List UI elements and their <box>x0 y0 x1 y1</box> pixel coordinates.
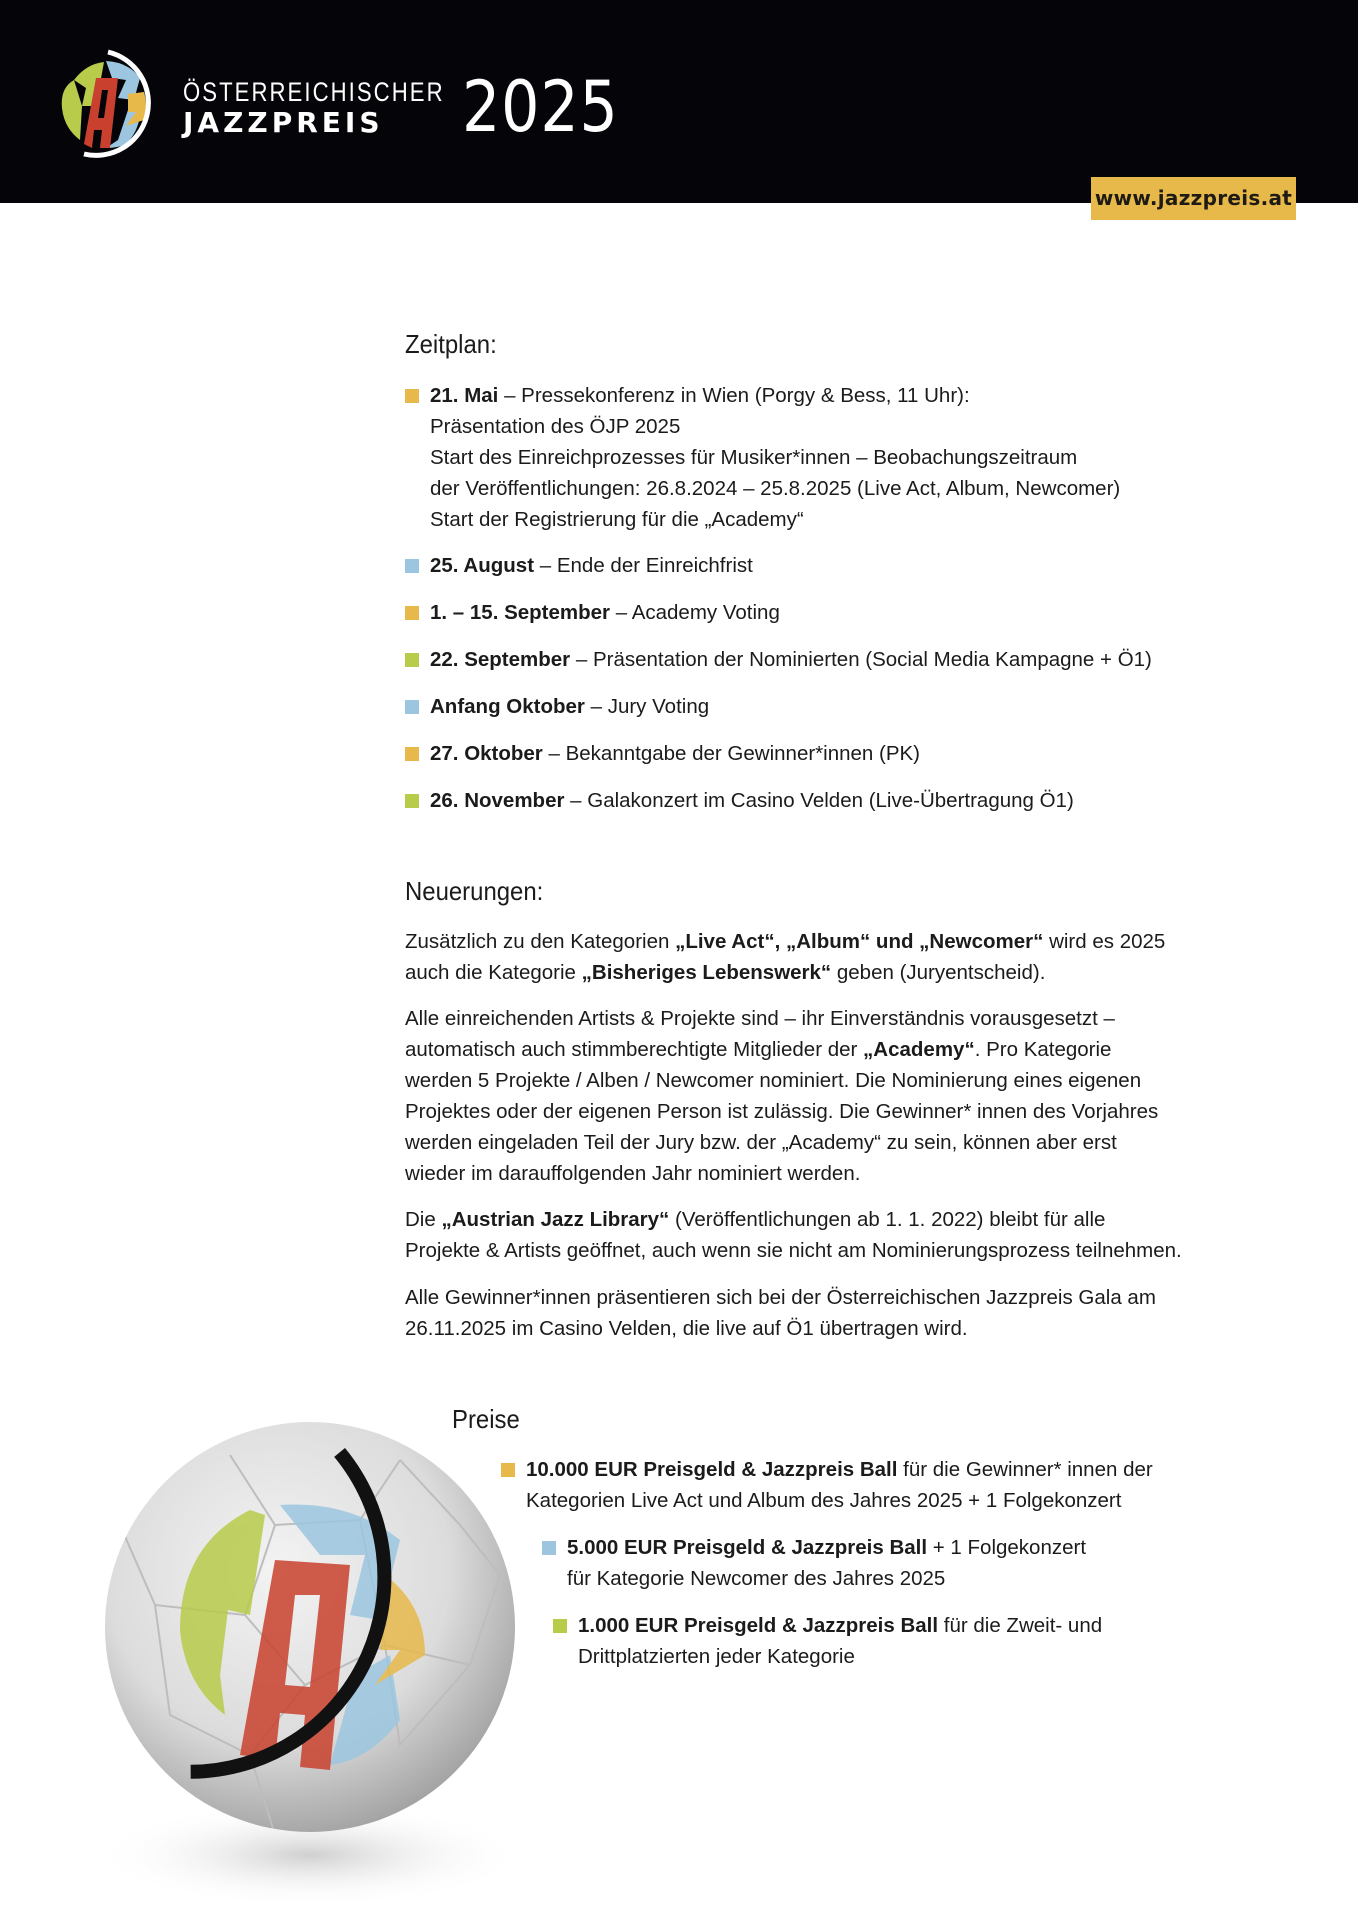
text: Die <box>405 1208 442 1231</box>
prize-text: Drittplatzierten jeder Kategorie <box>578 1645 855 1668</box>
news-paragraph-4 <box>405 1282 1156 1344</box>
bold-text: „Academy“ <box>863 1038 975 1061</box>
prize-text: für Kategorie Newcomer des Jahres 2025 <box>567 1567 946 1590</box>
schedule-date: 26. November <box>430 789 565 812</box>
prize-text: + 1 Folgekonzert <box>927 1536 1087 1559</box>
schedule-date: 27. Oktober <box>430 742 543 765</box>
yellow-bullet-icon <box>405 389 419 403</box>
header-banner <box>0 0 1358 203</box>
schedule-detail: Präsentation des ÖJP 2025 <box>430 415 681 438</box>
prize-text: für die Zweit- und <box>938 1614 1103 1637</box>
brand-line-2: JAZZPREIS <box>183 106 384 139</box>
text: wird es 2025 <box>1043 930 1166 953</box>
schedule-text: – Galakonzert im Casino Velden (Live-Übertragung Ö1) <box>564 789 1074 812</box>
schedule-text: – Academy Voting <box>610 601 780 624</box>
text: auch die Kategorie <box>405 961 582 984</box>
bold-text: „Bisheriges Lebenswerk“ <box>581 961 832 984</box>
brand-year: 2025 <box>462 66 619 148</box>
schedule-date: 21. Mai <box>430 384 499 407</box>
blue-bullet-icon <box>542 1541 556 1555</box>
text: . Pro Kategorie <box>974 1038 1112 1061</box>
prize-text: Kategorien Live Act und Album des Jahres 2025 + 1 Folgekonzert <box>526 1489 1122 1512</box>
news-title: Neuerungen: <box>405 876 544 906</box>
text: Projektes oder der eigenen Person ist zulässig. Die Gewinner* innen des Vorjahres <box>405 1100 1159 1123</box>
schedule-text: – Pressekonferenz in Wien (Porgy & Bess, 11 Uhr): <box>498 384 970 407</box>
text: wieder im darauffolgenden Jahr nominiert werden. <box>405 1162 861 1185</box>
news-paragraph-1 <box>405 926 1165 988</box>
schedule-text: – Bekanntgabe der Gewinner*innen (PK) <box>542 742 921 765</box>
jazz-logo-icon <box>56 48 160 162</box>
text: 26.11.2025 im Casino Velden, die live auf Ö1 übertragen wird. <box>405 1317 968 1340</box>
news-paragraph-2 <box>405 1003 1158 1189</box>
yellow-bullet-icon <box>501 1463 515 1477</box>
prize-amount: 5.000 EUR Preisgeld & Jazzpreis Ball <box>567 1536 928 1559</box>
brand-line-1: ÖSTERREICHISCHER <box>183 77 445 107</box>
prize-amount: 10.000 EUR Preisgeld & Jazzpreis Ball <box>526 1458 898 1481</box>
schedule-text: – Ende der Einreichfrist <box>534 554 753 577</box>
text: Alle Gewinner*innen präsentieren sich bei der Österreichischen Jazzpreis Gala am <box>405 1286 1156 1309</box>
schedule-date: Anfang Oktober <box>430 695 585 718</box>
text: automatisch auch stimmberechtigte Mitglieder der <box>405 1038 864 1061</box>
green-bullet-icon <box>405 653 419 667</box>
blue-bullet-icon <box>405 559 419 573</box>
green-bullet-icon <box>553 1619 567 1633</box>
text: Projekte & Artists geöffnet, auch wenn sie nicht am Nominierungsprozess teilnehmen. <box>405 1239 1182 1262</box>
schedule-date: 1. – 15. September <box>430 601 611 624</box>
text: (Veröffentlichungen ab 1. 1. 2022) bleibt für alle <box>669 1208 1106 1231</box>
bold-text: „Austrian Jazz Library“ <box>441 1208 670 1231</box>
jazzpreis-ball-icon <box>100 1415 530 1915</box>
yellow-bullet-icon <box>405 747 419 761</box>
prize-amount: 1.000 EUR Preisgeld & Jazzpreis Ball <box>578 1614 939 1637</box>
prizes-title: Preise <box>452 1404 520 1434</box>
green-bullet-icon <box>405 794 419 808</box>
bold-text: „Live Act“, „Album“ und „Newcomer“ <box>675 930 1044 953</box>
schedule-detail: der Veröffentlichungen: 26.8.2024 – 25.8.2025 (Live Act, Album, Newcomer) <box>430 477 1121 500</box>
text: Zusätzlich zu den Kategorien <box>405 930 676 953</box>
schedule-detail: Start der Registrierung für die „Academy“ <box>430 508 804 531</box>
schedule-text: – Präsentation der Nominierten (Social Media Kampagne + Ö1) <box>570 648 1152 671</box>
website-link[interactable]: www.jazzpreis.at <box>1091 177 1296 220</box>
blue-bullet-icon <box>405 700 419 714</box>
text: geben (Juryentscheid). <box>831 961 1046 984</box>
text: Alle einreichenden Artists & Projekte sind – ihr Einverständnis vorausgesetzt – <box>405 1007 1115 1030</box>
news-paragraph-3 <box>405 1204 1182 1266</box>
text: werden eingeladen Teil der Jury bzw. der „Academy“ zu sein, können aber erst <box>405 1131 1117 1154</box>
yellow-bullet-icon <box>405 606 419 620</box>
schedule-date: 22. September <box>430 648 571 671</box>
schedule-text: – Jury Voting <box>584 695 710 718</box>
schedule-date: 25. August <box>430 554 535 577</box>
schedule-title: Zeitplan: <box>405 329 497 359</box>
schedule-detail: Start des Einreichprozesses für Musiker*innen – Beobachungszeitraum <box>430 446 1078 469</box>
text: werden 5 Projekte / Alben / Newcomer nominiert. Die Nominierung eines eigenen <box>405 1069 1142 1092</box>
prize-text: für die Gewinner* innen der <box>897 1458 1153 1481</box>
